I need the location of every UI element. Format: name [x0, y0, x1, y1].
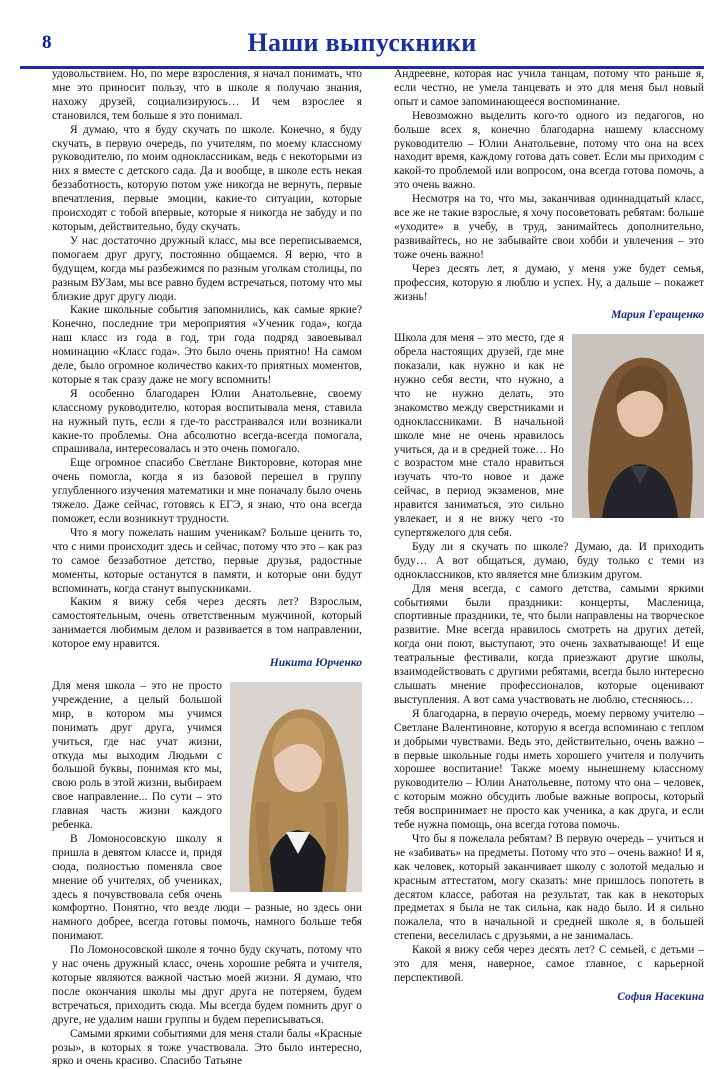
graduate-photo	[230, 682, 362, 892]
article-paragraph: Невозможно выделить кого-то одного из педагогов, но больше всех я, конечно благодарна нашему классному руководителю – Юлии Анатольевне, потому что она на всех находит время, каждому готова дать совет. Если мы приходим с какой-то проблемой или вопросом, она всегда готова помочь, а это очень важно.	[394, 109, 704, 192]
article-paragraph: У нас достаточно дружный класс, мы все переписываемся, помогаем друг другу, постоянно общаемся. Я верю, что в будущем, когда мы разбежимся по разным уголкам столицы, по разным ВУЗам, мы все равно будем встречаться, потому что мы близкие друг другу люди.	[52, 234, 362, 303]
article-paragraph: Еще огромное спасибо Светлане Викторовне, которая мне очень помогла, когда я из базовой перешел в группу углубленного изучения математики и мне поначалу было очень тяжело. Даже сейчас, готовясь к ЕГЭ, я знаю, что она всегда поможет, если возникнут трудности.	[52, 457, 362, 525]
article-paragraph: Через десять лет, я думаю, у меня уже будет семья, профессия, которую я люблю и успех. Ну, а дальше – покажет жизнь!	[394, 262, 704, 303]
portrait-image	[572, 334, 704, 518]
page-header	[20, 22, 704, 62]
article-paragraph: В Ломоносовскую школу я пришла в девятом классе и, придя сюда, полностью поменяла свое мнение об учителях, об учениках, здесь я почувствовала себя очень комфортно. Понятно, что везде люди – разные, но здесь они намного добрее, всегда готовы помочь, намного больше тебя понимают.	[52, 832, 362, 943]
author-signature: София Насекина	[617, 989, 704, 1003]
article-paragraph: Что я могу пожелать нашим ученикам? Больше ценить то, что с ними происходит здесь и сейчас, потому что это – как раз то самое беззаботное детство, первые друзья, радостные моменты, которые останутся в памяти, и которые они будут вспоминать, когда станут выпускниками.	[52, 526, 362, 595]
left-column	[52, 68, 362, 1069]
author-signature: Никита Юрченко	[269, 656, 362, 670]
page-title: Наши выпускники	[247, 28, 477, 57]
article-paragraph: удовольствием. Но, по мере взросления, я начал понимать, что мне это приносит пользу, что в школе я получаю знания, нахожу друзей, социализируюсь… И чем взрослее я становился, тем больше я это понимал.	[52, 68, 362, 122]
article-paragraph: Несмотря на то, что мы, заканчивая одиннадцатый класс, все же не такие взрослые, я хочу посоветовать ребятам: больше «уходите» в учебу, в труд, занимайтесь дополнительно, развивайтесь, но не забывайте свои хобби и увлечения – это тоже очень важно!	[394, 193, 704, 261]
article-paragraph: Для меня всегда, с самого детства, самыми яркими событиями были праздники: концерты, Масленица, спортивные праздники, те, что были направлены на творческое развитие. Мне всегда нравилось смотреть на других детей, когда они поют, выступают, это очень захватывающе! И еще театральные фестивали, когда приезжают другие школы, взаимодействовать с другими ребятами, всегда было интересно слышать мнение профессионалов, которые оценивают выступления. А вот сама участвовать не люблю, стесняюсь…	[394, 582, 704, 706]
graduate-photo	[572, 334, 704, 518]
author-signature: Мария Геращенко	[611, 308, 704, 322]
article-paragraph: Что бы я пожелала ребятам? В первую очередь – учиться и не «забивать» на предметы. Потому что это – очень важно! И я, как человек, который заканчивает школу с золотой медалью и красным аттестатом, могу сказать: мне пришлось попотеть в десятом классе, работая на результат, так как в некоторых предметах я была не так сильна, как надо было. И я сильно пожалела, что в начальной и средней школе я, в большей степени, веселилась с друзьями, а не занималась.	[394, 832, 704, 943]
article-paragraph: Для меня школа – это не просто учреждение, а целый большой мир, в котором мы учимся понимать друг друга, учимся учиться, где нас учат жизни, откуда мы выходим Людьми с большой буквы, понимая кто мы, свою роль в этой жизни, выбираем свое направление... По сути – это главная часть жизни каждого ребенка.	[52, 679, 222, 832]
article-paragraph: Какие школьные события запомнились, как самые яркие? Конечно, последние три мероприятия «Ученик года», когда наш класс из года в год, три года подряд завоевывал номинацию «Класс года». Это было очень приятно! На самом деле, было огромное количество каких-то приятных моментов, которые я так сразу даже не могу вспомнить!	[52, 304, 362, 386]
article-paragraph: Я благодарна, в первую очередь, моему первому учителю – Светлане Валентиновне, которую я всегда вспоминаю с теплом и добрыми чувствами. Ведь это, действительно, очень важно – в первые школьные годы иметь хорошего учителя и получить хорошее воспитание! Также моему нынешнему классному руководителю – Юлии Анатольевне, потому что она – человек, с которым можно обсудить любые важные вопросы, который тебя воспринимает не просто как ученика, а как друга, и если тебе нужна помощь, она всегда готова помочь.	[394, 707, 704, 832]
article-paragraph: Я особенно благодарен Юлии Анатольевне, своему классному руководителю, которая воспитывала меня, ставила на нужный путь, если я где-то расстраивался или возникали какие-то проблемы. Она абсолютно всегда-всегда помогала, спрашивала, интересовалась и это очень помогало.	[52, 387, 362, 456]
article-paragraph: Какой я вижу себя через десять лет? С семьей, с детьми – это для меня, наверное, самое главное, с карьерной перспективой.	[394, 944, 704, 984]
page-number: 8	[42, 32, 52, 53]
article-paragraph: Андреевне, которая нас учила танцам, потому что раньше я, если честно, не умела танцевать и это для меня был новый опыт и самое запоминающееся воспоминание.	[394, 68, 704, 108]
article-paragraph: Школа для меня – это место, где я обрела настоящих друзей, где мне показали, как нужно и как не нужно себя вести, что нужно, а что не нужно делать, это знакомство между сверстниками и одноклассниками. В начальной школе мне не очень нравилось учиться, да и в средней тоже… Но с возрастом мне стало нравиться изучать что-то новое и даже сейчас, в период экзаменов, мне нравится заниматься, это сильно увлекает, и я не вижу чего -то супертяжелого для себя.	[394, 332, 564, 539]
right-column	[394, 68, 704, 1014]
portrait-image	[230, 682, 362, 892]
article-paragraph: По Ломоносовской школе я точно буду скучать, потому что у нас очень дружный класс, очень хорошие ребята и учителя, которые являются важной частью моей жизни. Я думаю, что после окончания школы мы друг друга не потеряем, будем встречаться, приходить сюда. Мы всегда будем помнить друг о друге, не удалим наши группы и будем переписываться.	[52, 944, 362, 1026]
article-paragraph: Самыми яркими событиями для меня стали балы «Красные розы», в которых я тоже участвовала. Это было интересно, ярко и очень красиво. Спасибо Татьяне	[52, 1027, 362, 1068]
article-paragraph: Каким я вижу себя через десять лет? Взрослым, самостоятельным, очень ответственным мужчиной, который занимается любимым делом и развивается в том направлении, которое ему нравится.	[52, 596, 362, 651]
article-paragraph: Я думаю, что я буду скучать по школе. Конечно, я буду скучать, в первую очередь, по учителям, по моему классному руководителю, по моим одноклассникам, ведь с некоторыми из них я вместе с детского сада. Да и вообще, в школе есть некая беззаботность, которую потом уже никогда не вернуть, первые впечатления, первые эмоции, какие-то ситуации, которые происходят с тобой впервые, которые я никогда не забуду и по которым, действительно, буду скучать.	[52, 123, 362, 233]
article-paragraph: Буду ли я скучать по школе? Думаю, да. И приходить буду… А вот общаться, думаю, буду только с теми из одноклассников, кто является мне близким другом.	[394, 540, 704, 581]
